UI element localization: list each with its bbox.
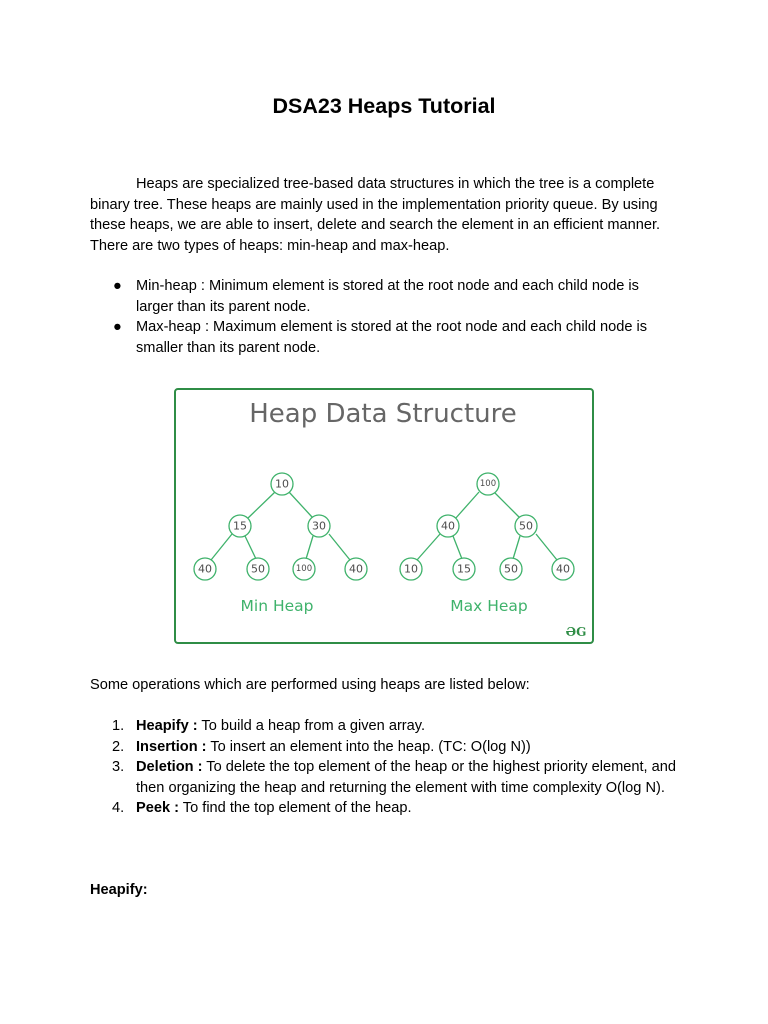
heap-node [229,515,251,537]
heap-node [500,558,522,580]
operation-name: Deletion : [136,759,203,775]
item-number: 4. [112,800,125,816]
list-item [0,276,676,317]
bullet-text: Max-heap : Maximum element is stored at the root node and each child node is smaller than its parent node. [136,319,648,356]
svg-text:10: 10 [275,477,289,491]
heapify-heading: Heapify: [90,882,148,898]
heap-diagram-figure [174,388,594,644]
operation-desc: To find the top element of the heap. [179,800,412,816]
operation-desc: To delete the top element of the heap or the highest priority element, and then organizing the heap and returning the element with time complexity O(log N). [136,759,677,796]
svg-text:40: 40 [349,562,363,576]
page-title: DSA23 Heaps Tutorial [272,94,496,118]
list-item [0,716,676,737]
heap-node [453,558,475,580]
list-item [0,798,676,819]
heap-node [400,558,422,580]
svg-text:50: 50 [251,562,265,576]
operation-desc: To build a heap from a given array. [197,718,426,734]
list-item [0,737,676,758]
list-item [0,757,676,798]
heap-node [308,515,330,537]
svg-text:40: 40 [556,562,570,576]
list-item [0,317,676,358]
bullet-marker: ● [113,319,122,335]
svg-text:30: 30 [312,519,326,533]
heap-node [247,558,269,580]
svg-text:10: 10 [404,562,418,576]
heap-node [437,515,459,537]
item-number: 2. [112,738,125,755]
max-heap-label: Max Heap [450,597,528,615]
operation-name: Insertion : [136,738,207,755]
operation-name: Peek : [136,800,179,816]
svg-text:100: 100 [295,564,313,574]
operation-name: Heapify : [136,718,198,734]
bullet-text: Min-heap : Minimum element is stored at the root node and each child node is larger than its parent node. [136,278,639,315]
operation-desc: To insert an element into the heap. (TC: O(log N)) [206,738,531,755]
bullet-marker: ● [113,278,122,294]
figure-title: Heap Data Structure [249,399,517,429]
svg-text:15: 15 [233,519,247,533]
svg-text:50: 50 [504,562,518,576]
min-heap-label: Min Heap [240,597,314,615]
heap-types-list [0,276,768,358]
svg-text:100: 100 [479,479,497,489]
svg-text:50: 50 [519,519,533,533]
heap-diagram-svg [174,388,594,644]
intro-paragraph: Heaps are specialized tree-based data structures in which the tree is a complete binary tree. These heaps are mainly used in the implementation priority queue. By using these heaps, we are able to insert, delete and search the element in an efficient manner. There are two types of heaps: min-heap and max-heap. [90,176,661,254]
heap-node [271,473,293,495]
svg-text:15: 15 [457,562,471,576]
svg-text:40: 40 [441,519,455,533]
operations-list [0,716,768,819]
svg-text:40: 40 [198,562,212,576]
operations-intro: Some operations which are performed using heaps are listed below: [90,677,530,693]
heap-node [552,558,574,580]
heap-node [345,558,367,580]
item-number: 1. [112,718,125,734]
heap-node [293,558,315,580]
item-number: 3. [112,759,125,775]
heap-node [515,515,537,537]
heap-node [477,473,499,495]
gfg-logo: ƏG [565,625,587,639]
heap-node [194,558,216,580]
